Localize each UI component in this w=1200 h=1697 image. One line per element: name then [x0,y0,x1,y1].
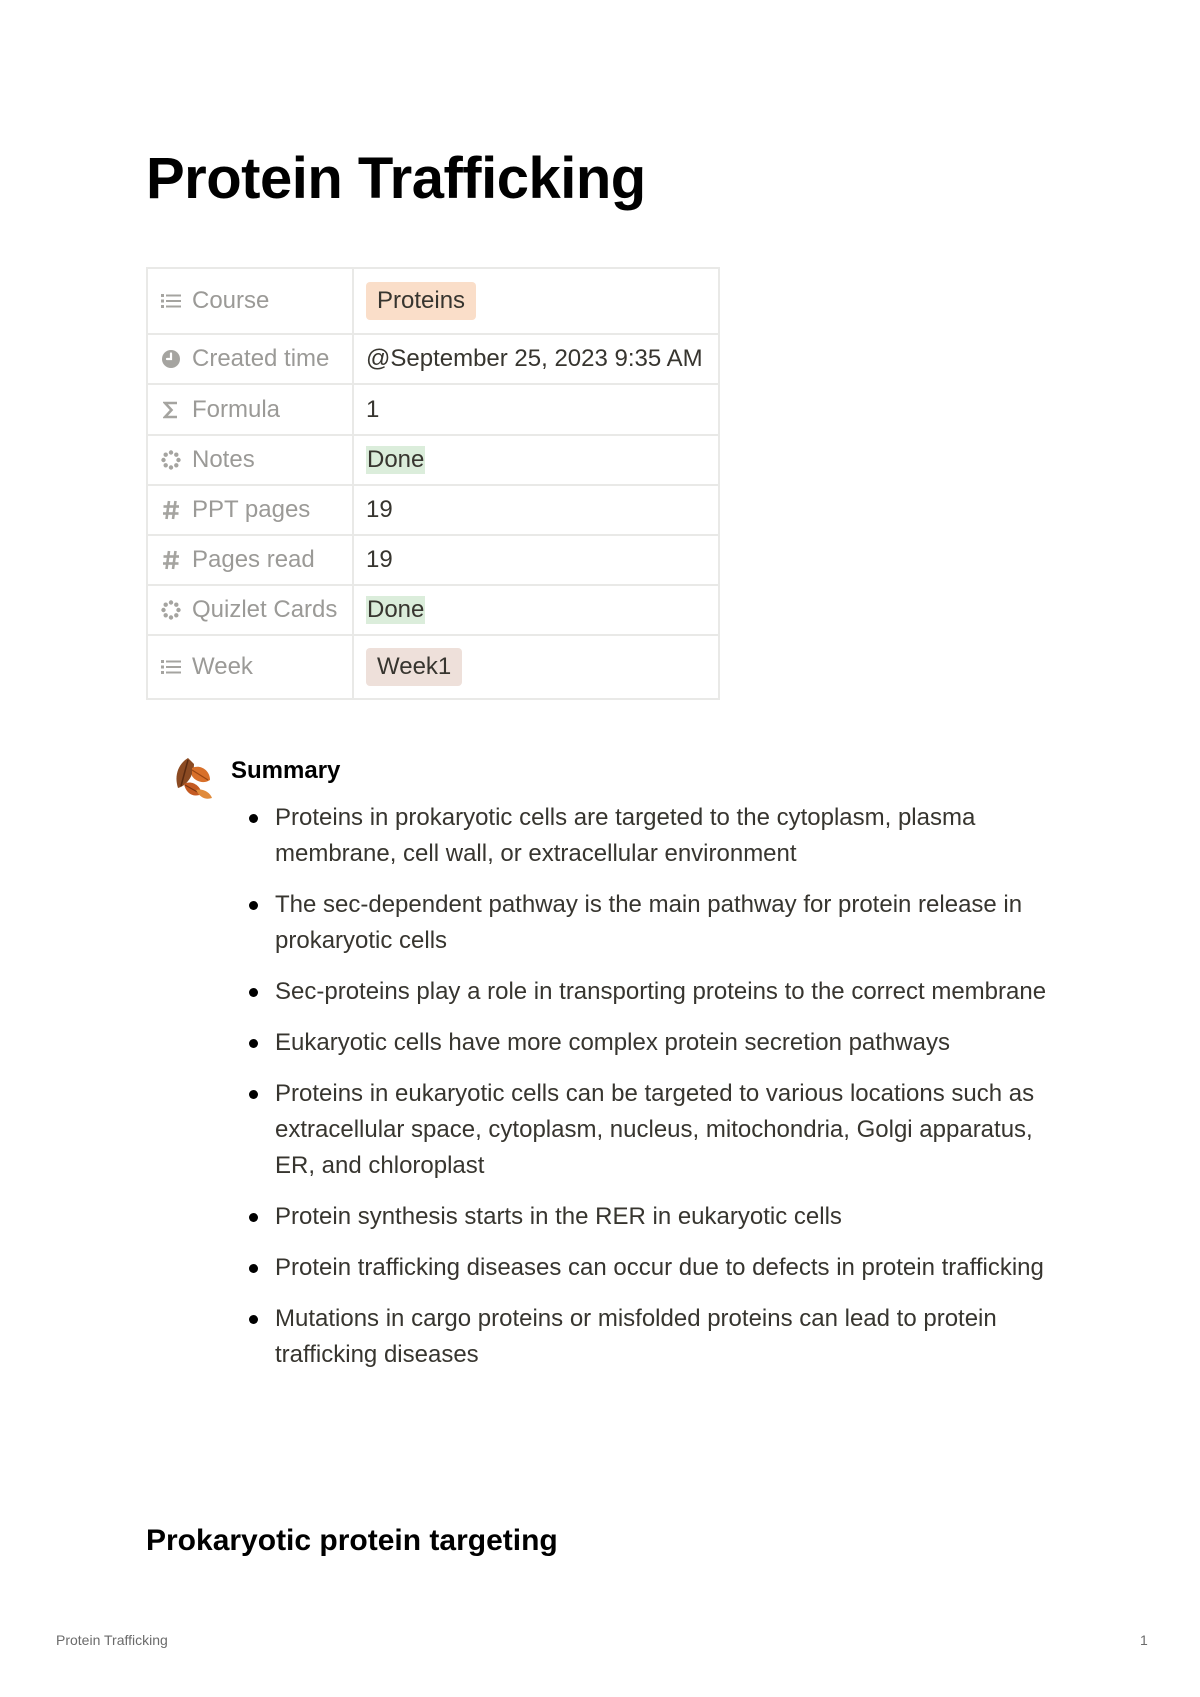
property-value[interactable] [353,585,719,635]
pages-read-value: 19 [366,546,393,573]
property-value [353,334,719,384]
property-key-label: Pages read [192,546,315,573]
property-value[interactable] [353,268,719,334]
property-key [147,435,353,485]
status-badge[interactable]: Done [367,446,425,473]
status-icon [160,449,182,471]
property-row-formula [147,384,719,435]
list-item: The sec-dependent pathway is the main pathway for protein release in prokaryotic cells [249,887,1049,959]
list-item: Protein synthesis starts in the RER in eukaryotic cells [249,1199,1049,1235]
page-title: Protein Trafficking [146,146,646,211]
hash-icon [160,499,182,521]
list-item: Protein trafficking diseases can occur due to defects in protein trafficking [249,1250,1049,1286]
callout-title: Summary [231,757,341,784]
section-heading: Prokaryotic protein targeting [146,1524,558,1557]
created-time-value: @September 25, 2023 9:35 AM [366,345,703,372]
property-row-created-time [147,334,719,384]
page-number: 1 [1140,1632,1148,1648]
ppt-pages-value: 19 [366,496,393,523]
property-key-label: Notes [192,446,255,473]
property-row-course [147,268,719,334]
property-value [353,384,719,435]
property-key-label: PPT pages [192,496,311,523]
property-value [353,485,719,535]
property-key-label: Created time [192,345,330,372]
list-icon [160,290,182,312]
autumn-leaves-icon [170,754,216,800]
property-key [147,334,353,384]
property-row-ppt-pages [147,485,719,535]
summary-list [249,800,1049,1388]
formula-value: 1 [366,395,380,423]
property-row-pages-read [147,535,719,585]
status-icon [160,599,182,621]
week-tag[interactable]: Week1 [366,648,462,686]
property-key [147,535,353,585]
hash-icon [160,549,182,571]
property-key-label: Course [192,287,270,314]
property-row-notes [147,435,719,485]
property-key-label: Quizlet Cards [192,596,338,623]
clock-icon [160,348,182,370]
property-key [147,384,353,435]
property-key-label: Week [192,653,253,680]
property-key-label: Formula [192,395,281,423]
list-item: Mutations in cargo proteins or misfolded proteins can lead to protein trafficking diseases [249,1301,1049,1373]
property-value[interactable] [353,435,719,485]
property-key [147,585,353,635]
property-key [147,485,353,535]
property-value [353,535,719,585]
list-item: Proteins in prokaryotic cells are targeted to the cytoplasm, plasma membrane, cell wall, or extracellular environment [249,800,1049,872]
property-key [147,635,353,699]
property-key [147,268,353,334]
property-row-week [147,635,719,699]
sigma-icon [160,399,182,421]
footer-title: Protein Trafficking [56,1632,168,1648]
properties-table [146,267,720,700]
property-value[interactable] [353,635,719,699]
property-row-quizlet-cards [147,585,719,635]
list-item: Eukaryotic cells have more complex protein secretion pathways [249,1025,1049,1061]
status-badge[interactable]: Done [367,596,425,623]
list-icon [160,656,182,678]
list-item: Proteins in eukaryotic cells can be targeted to various locations such as extracellular space, cytoplasm, nucleus, mitochondria, Golgi apparatus, ER, and chloroplast [249,1076,1049,1184]
course-tag[interactable]: Proteins [366,282,476,320]
list-item: Sec-proteins play a role in transporting proteins to the correct membrane [249,974,1049,1010]
